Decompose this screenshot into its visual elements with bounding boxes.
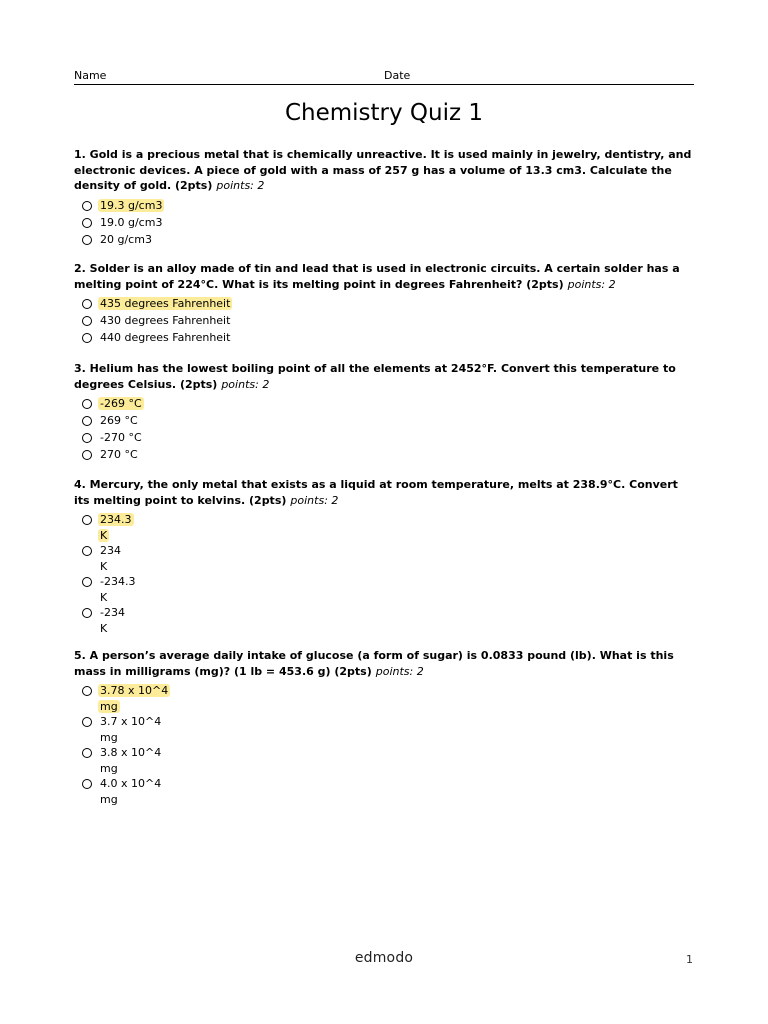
- date-label: Date: [384, 69, 411, 82]
- answer-options: [74, 683, 696, 807]
- radio-button-icon[interactable]: [82, 515, 92, 525]
- answer-options: [74, 296, 696, 347]
- answer-option[interactable]: 270 °C: [74, 447, 696, 464]
- radio-button-icon[interactable]: [82, 316, 92, 326]
- answer-option[interactable]: 430 degrees Fahrenheit: [74, 313, 696, 330]
- question-text: 3. Helium has the lowest boiling point of all the elements at 2452°F. Convert this temperature to degrees Celsius. (2pts) points: 2: [74, 362, 676, 391]
- answer-option[interactable]: 435 degrees Fahrenheit: [74, 296, 696, 313]
- question-5: [74, 648, 696, 807]
- radio-button-icon[interactable]: [82, 299, 92, 309]
- answer-options: [74, 512, 696, 636]
- answer-option[interactable]: 19.3 g/cm3: [74, 198, 696, 215]
- radio-button-icon[interactable]: [82, 546, 92, 556]
- points-label: points: 2: [221, 377, 270, 391]
- question-text: 5. A person’s average daily intake of glucose (a form of sugar) is 0.0833 pound (lb). What is this mass in milligrams (mg)? (1 lb = 453.6 g) (2pts) points: 2: [74, 649, 674, 678]
- points-label: points: 2: [290, 493, 339, 507]
- answer-options: [74, 396, 696, 464]
- radio-button-icon[interactable]: [82, 218, 92, 228]
- answer-options: [74, 198, 696, 249]
- answer-option[interactable]: -270 °C: [74, 430, 696, 447]
- radio-button-icon[interactable]: [82, 748, 92, 758]
- answer-option[interactable]: 3.78 x 10^4 mg: [74, 683, 696, 714]
- answer-option[interactable]: -234.3 K: [74, 574, 696, 605]
- radio-button-icon[interactable]: [82, 779, 92, 789]
- name-label: Name: [74, 69, 107, 82]
- answer-option[interactable]: 19.0 g/cm3: [74, 215, 696, 232]
- answer-option[interactable]: 234 K: [74, 543, 696, 574]
- radio-button-icon[interactable]: [82, 235, 92, 245]
- answer-option[interactable]: 20 g/cm3: [74, 232, 696, 249]
- answer-option[interactable]: -234 K: [74, 605, 696, 636]
- question-text: 2. Solder is an alloy made of tin and lead that is used in electronic circuits. A certain solder has a melting point of 224°C. What is its melting point in degrees Fahrenheit? (2pts) points: 2: [74, 262, 680, 291]
- name-date-header: [74, 68, 694, 85]
- radio-button-icon[interactable]: [82, 686, 92, 696]
- question-3: [74, 361, 696, 464]
- radio-button-icon[interactable]: [82, 450, 92, 460]
- answer-option[interactable]: 234.3 K: [74, 512, 696, 543]
- question-text: 4. Mercury, the only metal that exists as a liquid at room temperature, melts at 238.9°C. Convert its melting point to kelvins. (2pts) points: 2: [74, 478, 678, 507]
- radio-button-icon[interactable]: [82, 333, 92, 343]
- radio-button-icon[interactable]: [82, 416, 92, 426]
- radio-button-icon[interactable]: [82, 399, 92, 409]
- radio-button-icon[interactable]: [82, 717, 92, 727]
- question-2: [74, 261, 696, 347]
- radio-button-icon[interactable]: [82, 577, 92, 587]
- quiz-title: Chemistry Quiz 1: [284, 100, 484, 126]
- points-label: points: 2: [216, 179, 265, 192]
- question-text: 1. Gold is a precious metal that is chemically unreactive. It is used mainly in jewelry, dentistry, and electronic devices. A piece of gold with a mass of 257 g has a volume of 13.3 cm3. Calculate the density of gold. (2pts) points: 2: [74, 148, 692, 192]
- answer-option[interactable]: 3.7 x 10^4 mg: [74, 714, 696, 745]
- page-number: 1: [686, 953, 693, 966]
- question-4: [74, 477, 696, 636]
- points-label: points: 2: [567, 277, 616, 291]
- radio-button-icon[interactable]: [82, 433, 92, 443]
- answer-option[interactable]: 440 degrees Fahrenheit: [74, 330, 696, 347]
- radio-button-icon[interactable]: [82, 201, 92, 211]
- answer-option[interactable]: 3.8 x 10^4 mg: [74, 745, 696, 776]
- question-1: [74, 147, 696, 249]
- radio-button-icon[interactable]: [82, 608, 92, 618]
- answer-option[interactable]: 269 °C: [74, 413, 696, 430]
- answer-option[interactable]: -269 °C: [74, 396, 696, 413]
- answer-option[interactable]: 4.0 x 10^4 mg: [74, 776, 696, 807]
- edmodo-logo: edmodo: [354, 950, 414, 966]
- points-label: points: 2: [375, 664, 424, 678]
